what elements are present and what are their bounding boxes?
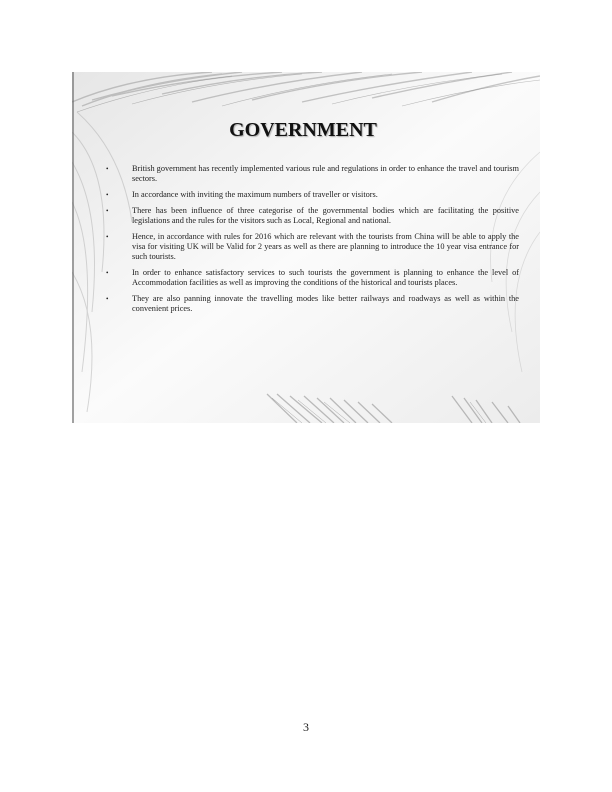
list-item — [106, 268, 519, 288]
list-item — [106, 190, 519, 200]
bullet-text: They are also panning innovate the travelling modes like better railways and roadways as well as within the convenient prices. — [132, 294, 519, 313]
bullet-icon: • — [106, 295, 109, 303]
list-item — [106, 232, 519, 262]
bullet-icon: • — [106, 269, 109, 277]
slide-image — [72, 72, 540, 423]
bullet-icon: • — [106, 165, 109, 173]
bullet-text: There has been influence of three categorise of the governmental bodies which are facilitating the positive legislations and the rules for the visitors such as Local, Regional and national. — [132, 206, 519, 225]
bullet-icon: • — [106, 207, 109, 215]
list-item — [106, 206, 519, 226]
list-item — [106, 164, 519, 184]
bullet-text: British government has recently implemented various rule and regulations in order to enhance the travel and tourism sectors. — [132, 164, 519, 183]
list-item — [106, 294, 519, 314]
bullet-text: In accordance with inviting the maximum numbers of traveller or visitors. — [132, 190, 378, 199]
slide-title: GOVERNMENT — [229, 119, 377, 141]
bullet-list — [106, 164, 519, 320]
bullet-text: In order to enhance satisfactory services to such tourists the government is planning to enhance the level of Accommodation facilities as well as improving the conditions of the historical and tourists places. — [132, 268, 519, 287]
bullet-icon: • — [106, 233, 109, 241]
page-number: 3 — [303, 720, 309, 734]
bullet-icon: • — [106, 191, 109, 199]
bullet-text: Hence, in accordance with rules for 2016 which are relevant with the tourists from China will be able to apply the visa for visiting UK will be Valid for 2 years as well as there are planning to introduce the 10 year visa entrance for such tourists. — [132, 232, 519, 261]
